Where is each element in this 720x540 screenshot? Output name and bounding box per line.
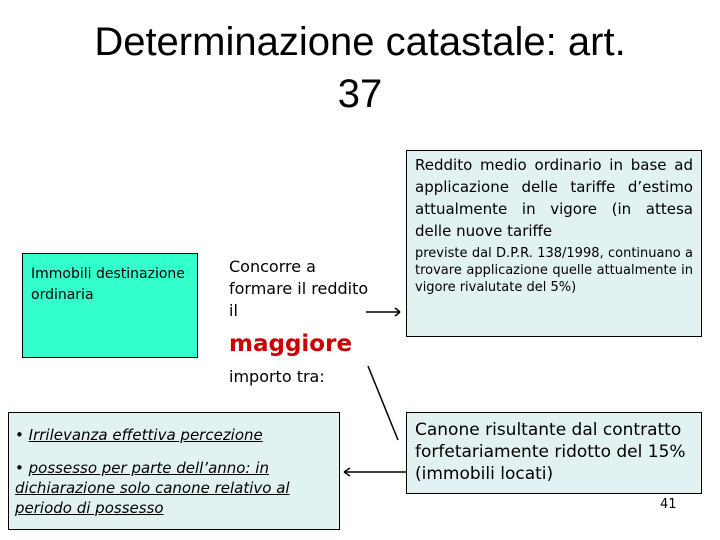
immobili-text: Immobili destinazione ordinaria: [31, 266, 185, 303]
concorre-text: Concorre a formare il reddito il: [229, 257, 369, 320]
slide-title-line2: 37: [337, 72, 383, 116]
arrow-to-irrilevanza: [340, 464, 410, 480]
canone-box: [406, 412, 702, 494]
irrilevanza-box: [8, 412, 340, 530]
divider-line: [360, 360, 410, 450]
importo-text: importo tra:: [229, 367, 325, 386]
possesso-item-text: possesso per parte dell’anno: in dichiarazione solo canone relativo al periodo di possesso: [15, 459, 290, 517]
slide-title-line1: Determinazione catastale: art.: [94, 20, 626, 64]
reddito-medio-text: Reddito medio ordinario in base ad applicazione delle tariffe d’estimo attualmente in vigore (in attesa delle nuove tariffe: [415, 156, 693, 240]
canone-text: Canone risultante dal contratto forfetariamente ridotto del 15% (immobili locati): [415, 420, 686, 484]
reddito-medio-box: [406, 150, 702, 337]
possesso-item: [15, 458, 333, 518]
maggiore-highlight: maggiore: [229, 331, 353, 357]
page-number: 41: [660, 497, 677, 512]
arrow-to-reddito: [364, 304, 404, 320]
slide-title: [40, 16, 680, 120]
bullet-icon: •: [15, 459, 24, 477]
irrilevanza-item: [15, 425, 333, 445]
immobili-box: [22, 253, 198, 358]
bullet-icon: •: [15, 426, 24, 444]
reddito-medio-detail: previste dal D.P.R. 138/1998, continuano a trovare applicazione quelle attualmente in vigore rivalutate del 5%): [415, 246, 693, 295]
irrilevanza-item-text: Irrilevanza effettiva percezione: [28, 426, 263, 444]
